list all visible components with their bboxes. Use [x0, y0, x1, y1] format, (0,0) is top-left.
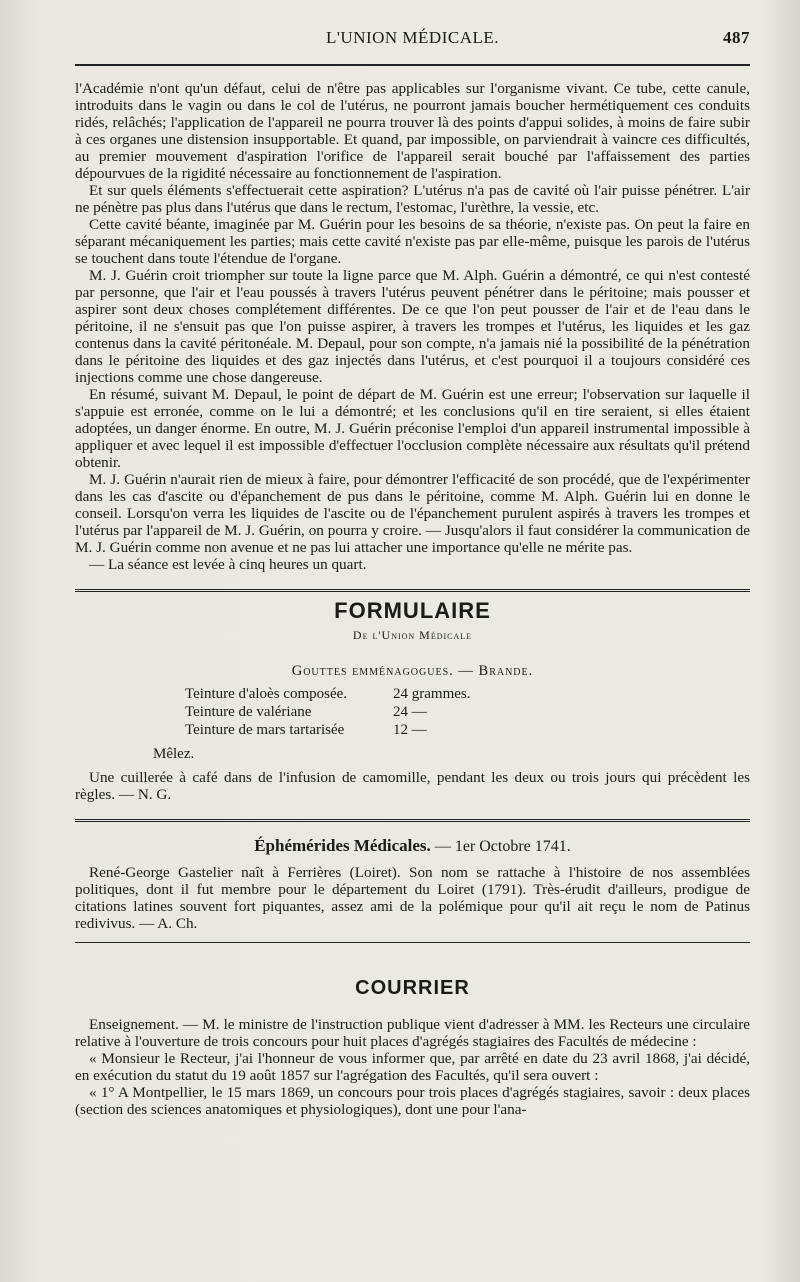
dosage-instruction: Une cuillerée à café dans de l'infusion de camomille, pendant les deux ou trois jours qui précèdent les règles. — N. G.	[75, 769, 750, 803]
header-rule	[75, 64, 750, 66]
recipe-row	[185, 722, 477, 740]
recipe-table	[185, 686, 477, 740]
formulaire-heading: FORMULAIRE	[334, 598, 491, 623]
recipe-title: Gouttes emménagogues. — Brande.	[291, 663, 534, 679]
ephemerides-heading	[75, 836, 750, 856]
formulaire-section	[75, 598, 750, 803]
formulaire-subtitle: De l'Union Médicale	[352, 628, 473, 642]
ephemerides-section	[75, 836, 750, 932]
ephemerides-title: Éphémérides Médicales.	[254, 836, 431, 855]
section-divider	[75, 589, 750, 592]
ephemerides-date: — 1er Octobre 1741.	[434, 838, 571, 855]
recipe-row	[185, 686, 477, 704]
melez-instruction: Mêlez.	[153, 746, 195, 762]
courrier-paragraph: Enseignement. — M. le ministre de l'instruction publique vient d'adresser à MM. les Recteurs une circulaire relative à l'ouverture de trois concours pour huit places d'agrégés stagiaires des Facultés de médecine :	[75, 1016, 750, 1050]
recipe-row	[185, 704, 477, 722]
article-paragraph: l'Académie n'ont qu'un défaut, celui de n'être pas applicables sur l'organisme vivant. Ce tube, cette canule, introduits dans le vagin ou dans le col de l'utérus, ne pourront jamais boucher hermétiquement ces conduits ridés, relâchés; l'application de l'appareil ne pourra trouver là des points d'appui solides, à moins de faire subir à ces organes une distension insupportable. Et quand, par impossible, on parviendrait à vaincre ces difficultés, au premier mouvement d'aspiration l'orifice de l'appareil serait bouché par l'affaissement des parties dépourvues de la rigidité nécessaire au fonctionnement de l'aspiration.	[75, 80, 750, 182]
article-body	[75, 80, 750, 573]
courrier-heading: COURRIER	[355, 977, 470, 999]
section-divider	[75, 819, 750, 822]
courrier-paragraph: « Monsieur le Recteur, j'ai l'honneur de vous informer que, par arrêté en date du 23 avril 1868, j'ai décidé, en exécution du statut du 19 août 1857 sur l'agrégation des Facultés, qu'il sera ouvert :	[75, 1050, 750, 1084]
article-paragraph: Cette cavité béante, imaginée par M. Guérin pour les besoins de sa théorie, n'existe pas. On peut la faire en séparant mécaniquement les parties; mais cette cavité n'existe pas par elle-même, puisque les parois de l'utérus se touchent dans toute l'étendue de l'organe.	[75, 216, 750, 267]
ingredient-qty: 24 grammes.	[393, 686, 471, 702]
article-paragraph: M. J. Guérin n'aurait rien de mieux à faire, pour démontrer l'efficacité de son procédé, que de l'expérimenter dans les cas d'ascite ou d'épanchement de pus dans le péritoine, comme M. Alph. Guérin lui en donne le conseil. Lorsqu'on verra les liquides de l'ascite ou de l'épanchement purulent aspirés à travers les trompes et l'utérus par l'appareil de M. J. Guérin, on pourra y croire. — Jusqu'alors il faut considérer la communication de M. J. Guérin comme non avenue et ne pas lui attacher une importance qu'elle ne mérite pas.	[75, 471, 750, 556]
courrier-paragraph: « 1° A Montpellier, le 15 mars 1869, un concours pour trois places d'agrégés stagiaires, savoir : deux places (section des sciences anatomiques et physiologiques), dont une pour l'ana-	[75, 1084, 750, 1118]
page-number: 487	[723, 28, 750, 47]
running-title: L'UNION MÉDICALE.	[325, 28, 500, 47]
section-divider	[75, 942, 750, 943]
ingredient-qty: 24 —	[393, 704, 427, 720]
ingredient-name: Teinture d'aloès composée.	[185, 686, 348, 702]
article-paragraph: M. J. Guérin croit triompher sur toute la ligne parce que M. Alph. Guérin a démontré, ce qui n'est contesté par personne, que l'air et l'eau poussés à travers l'utérus peuvent pénétrer dans le péritoine; mais pousser et aspirer sont deux choses complétement différentes. De ce que l'on peut pousser de l'air et de l'eau dans le péritoine, il ne s'ensuit pas que l'on puisse aspirer, à travers les trompes et l'utérus, les liquides et les gaz contenus dans la cavité péritonéale. M. Depaul, pour son compte, n'a jamais nié la possibilité de la pénétration dans le péritoine des liquides et des gaz injectés dans l'utérus, et c'est pourquoi il a toujours considéré ces injections comme une chose dangereuse.	[75, 267, 750, 386]
ephemerides-text: René-George Gastelier naît à Ferrières (Loiret). Son nom se rattache à l'histoire de nos assemblées politiques, dont il fut membre pour le département du Loiret (1791). Très-érudit d'ailleurs, prodigue de citations latines souvent fort piquantes, assez ami de la polémique pour qu'il ait reçu le nom de Patinus redivivus. — A. Ch.	[75, 864, 750, 932]
article-paragraph: Et sur quels éléments s'effectuerait cette aspiration? L'utérus n'a pas de cavité où l'air puisse pénétrer. L'air ne pénètre pas plus dans l'utérus que dans le rectum, l'estomac, l'urèthre, la vessie, etc.	[75, 182, 750, 216]
ingredient-name: Teinture de mars tartarisée	[185, 722, 345, 738]
seance-closing: — La séance est levée à cinq heures un quart.	[89, 556, 367, 573]
ingredient-name: Teinture de valériane	[185, 704, 312, 720]
article-paragraph: En résumé, suivant M. Depaul, le point de départ de M. Guérin est une erreur; l'observation sur laquelle il s'appuie est erronée, comme on le lui a démontré; et les conclusions qu'il en tire seraient, si elles étaient adoptées, un danger énorme. En outre, M. J. Guérin préconise l'emploi d'un appareil instrumental impossible à appliquer et avec lequel il est impossible d'effectuer l'occlusion complète nécessaire aux résultats qu'il prétend obtenir.	[75, 386, 750, 471]
running-head	[75, 20, 750, 50]
courrier-section	[75, 977, 750, 1118]
ingredient-qty: 12 —	[393, 722, 427, 738]
